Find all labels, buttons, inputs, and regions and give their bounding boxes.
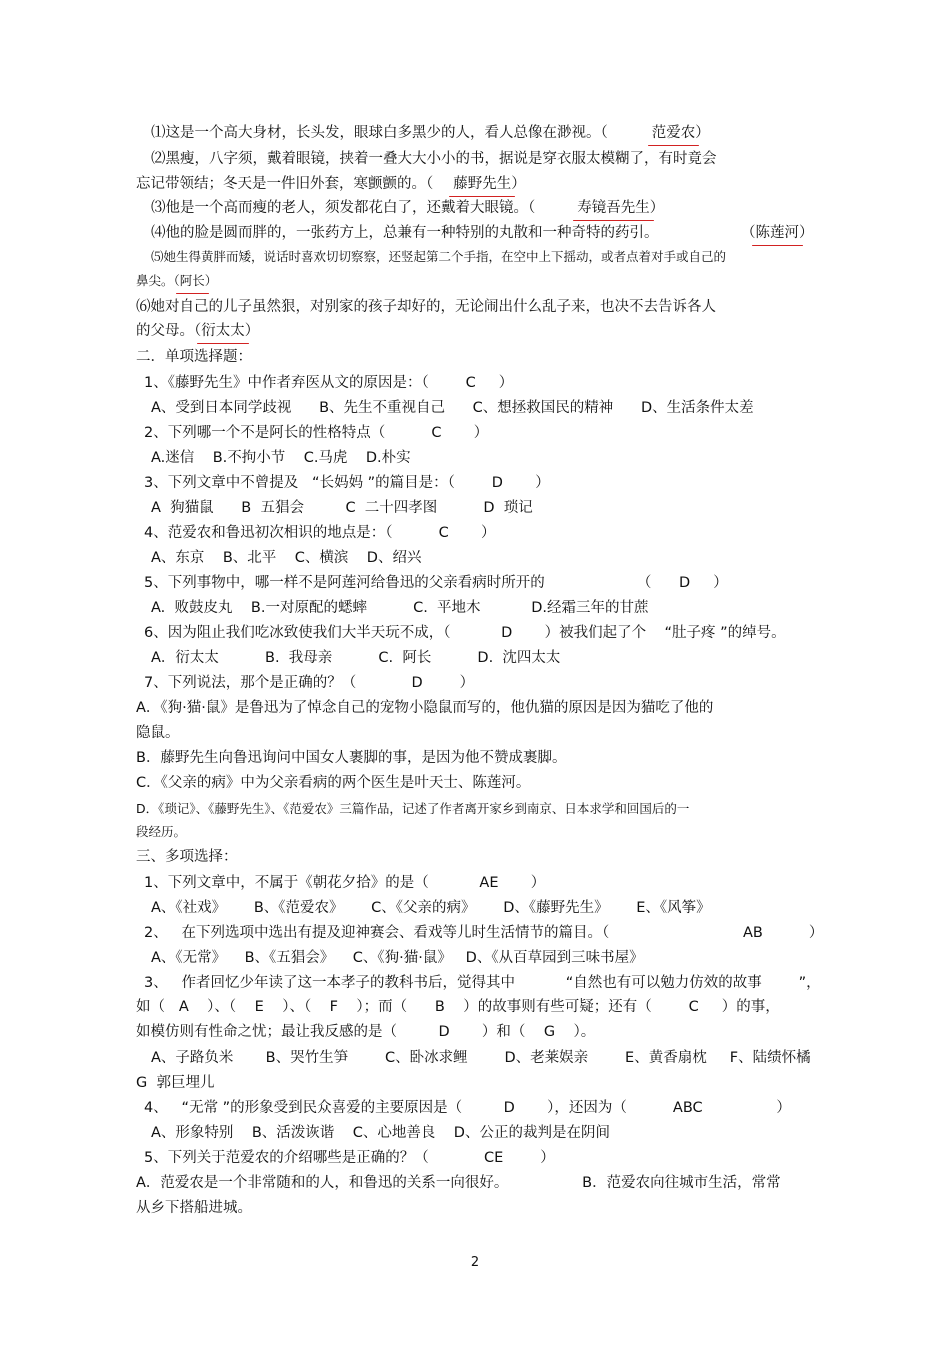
answer-chen-lianhe: 陈莲河 xyxy=(755,225,799,241)
s2-q2: 2、下列哪一个不是阿长的性格特点（ C ） xyxy=(144,425,489,441)
s2-q7-option-d-cont: 段经历。 xyxy=(136,824,187,839)
s1-q5-line-a: ⑸她生得黄胖而矮，说话时喜欢切切察察，还竖起第二个手指，在空中上下摇动，或者点着对手或自己的 xyxy=(151,249,727,264)
s3-q3-options-b: G 郭巨埋儿 xyxy=(136,1075,215,1091)
s2-q2-options: A.迷信 B.不拘小节 C.马虎 D.朴实 xyxy=(151,450,411,466)
s1-q2-line-a: ⑵黑瘦，八字须，戴着眼镜，挟着一叠大大小小的书，据说是穿衣服太模糊了，有时竟会 xyxy=(151,151,717,167)
s2-q6-options: A．衍太太 B. 我母亲 C. 阿长 D. 沈四太太 xyxy=(151,650,561,666)
s2-q1: 1、《藤野先生》中作者弃医从文的原因是：（ C ） xyxy=(144,375,514,391)
answer-tengye: 藤野先生 xyxy=(453,176,512,192)
s3-q3-options-a: A、子路负米 B、哭竹生笋 C、卧冰求鲤 D、老莱娱亲 E、黄香扇枕 F、陆绩怀橘 xyxy=(151,1050,811,1066)
s2-q7-option-a-cont: 隐鼠。 xyxy=(136,725,180,741)
s2-q6: 6、因为阻止我们吃冰致使我们大半天玩不成，（ D ）被我们起了个 “肚子疼 ”的绰号。 xyxy=(144,625,786,641)
s3-q3-line-a: 3、 作者回忆少年读了这一本孝子的教科书后，觉得其中 “自然也有可以勉力仿效的故事 ”， xyxy=(144,975,821,991)
s2-heading: 二．单项选择题： xyxy=(136,349,252,365)
s2-q5: 5、下列事物中，哪一样不是阿莲河给鲁迅的父亲看病时所开的 （ D ） xyxy=(144,575,728,591)
answer-yan-taitai: 衍太太 xyxy=(201,323,245,339)
s3-q5-option-ab: A．范爱农是一个非常随和的人，和鲁迅的关系一向很好。 B．范爱农向往城市生活，常常 xyxy=(136,1175,781,1191)
s1-q4-line: ⑷他的脸是圆而胖的，一张药方上，总兼有一种特别的丸散和一种奇特的药引。 xyxy=(151,225,659,241)
answer-fan-ainong: 范爱农 xyxy=(651,125,696,141)
s1-q4-answer: （陈莲河） xyxy=(741,225,814,241)
page-number: 2 xyxy=(470,1255,480,1270)
s3-q5-option-b-cont: 从乡下搭船进城。 xyxy=(136,1200,252,1216)
s3-q3-line-b: 如（ A ）、（ E ）、（ F ）；而（ B ）的故事则有些可疑；还有（ C ）的事， xyxy=(136,999,780,1015)
s3-heading: 三、多项选择： xyxy=(136,849,238,865)
s2-q3: 3、下列文章中不曾提及 “长妈妈 ”的篇目是：（ D ） xyxy=(144,475,550,491)
s3-q2-options: A、《无常》 B、《五猖会》 C、《狗·猫·鼠》 D、《从百草园到三味书屋》 xyxy=(151,950,644,966)
s1-q1-line: ⑴这是一个高大身材，长头发，眼球白多黑少的人，看人总像在渺视。（ 范爱农） xyxy=(151,125,710,141)
s1-q5-line-b: 鼻尖。（阿长） xyxy=(136,273,218,288)
s2-q7-option-d: D．《琐记》、《藤野先生》、《范爱农》三篇作品，记述了作者离开家乡到南京、日本求学和回国后的一 xyxy=(136,801,690,816)
s2-q1-options: A、受到日本同学歧视 B、先生不重视自己 C、想拯救国民的精神 D、生活条件太差 xyxy=(151,400,754,416)
s3-q5: 5、下列关于范爱农的介绍哪些是正确的？（ CE ） xyxy=(144,1150,555,1166)
s3-q4: 4、 “无常 ”的形象受到民众喜爱的主要原因是（ D ），还因为（ ABC ） xyxy=(144,1100,791,1116)
s1-q6-line-b: 的父母。（衍太太） xyxy=(136,323,260,339)
s3-q1-options: A、《社戏》 B、《范爱农》 C、《父亲的病》 D、《藤野先生》 E、《风筝》 xyxy=(151,900,711,916)
s1-q6-line-a: ⑹她对自己的儿子虽然狠，对别家的孩子却好的，无论闹出什么乱子来，也决不去告诉各人 xyxy=(136,299,716,315)
s3-q4-options: A、形象特别 B、活泼诙谐 C、心地善良 D、公正的裁判是在阴间 xyxy=(151,1125,610,1141)
answer-a-chang: 阿长 xyxy=(179,273,205,288)
s2-q4-options: A、东京 B、北平 C、横滨 D、绍兴 xyxy=(151,550,422,566)
s2-q7-option-a: A．《狗·猫·鼠》是鲁迅为了悼念自己的宠物小隐鼠而写的，他仇猫的原因是因为猫吃了他的 xyxy=(136,700,714,716)
s2-q7: 7、下列说法，那个是正确的？（ D ） xyxy=(144,675,475,691)
s3-q2: 2、 在下列选项中选出有提及迎神赛会、看戏等儿时生活情节的篇目。（ AB ） xyxy=(144,925,824,941)
s2-q3-options: A 狗猫鼠 B 五猖会 C 二十四孝图 D 琐记 xyxy=(151,500,533,516)
s3-q3-line-c: 如模仿则有性命之忧；最让我反感的是（ D ）和（ G ）。 xyxy=(136,1024,596,1040)
s2-q4: 4、范爱农和鲁迅初次相识的地点是：（ C ） xyxy=(144,525,496,541)
s2-q7-option-c: C．《父亲的病》中为父亲看病的两个医生是叶天士、陈莲河。 xyxy=(136,775,531,791)
s1-q3-line: ⑶他是一个高而瘦的老人，须发都花白了，还戴着大眼镜。（ 寿镜吾先生） xyxy=(151,200,665,216)
s2-q5-options: A. 败鼓皮丸 B.一对原配的蟋蟀 C. 平地木 D.经霜三年的甘蔗 xyxy=(151,600,649,616)
s3-q1: 1、下列文章中，不属于《朝花夕拾》的是（ AE ） xyxy=(144,875,546,891)
answer-shou-jingwu: 寿镜吾先生 xyxy=(577,200,650,216)
s2-q7-option-b: B．藤野先生向鲁迅询问中国女人裹脚的事，是因为他不赞成裹脚。 xyxy=(136,750,567,766)
s1-q2-line-b: 忘记带领结；冬天是一件旧外套，寒颤颤的。（ 藤野先生） xyxy=(136,176,526,192)
